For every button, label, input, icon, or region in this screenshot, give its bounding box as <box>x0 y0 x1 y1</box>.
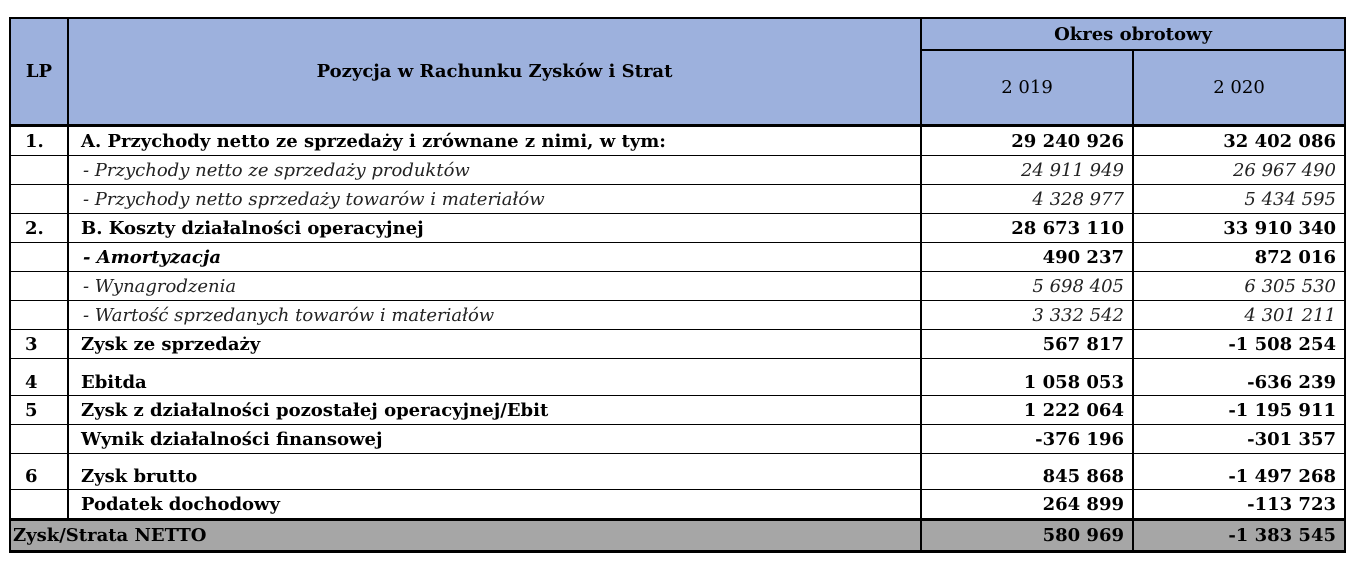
row-label: - Wartość sprzedanych towarów i materiałów <box>68 301 921 330</box>
net-result-2020: -1 383 545 <box>1133 520 1345 552</box>
row-label: Zysk brutto <box>68 454 921 490</box>
row-label: - Przychody netto ze sprzedaży produktów <box>68 156 921 185</box>
row-lp <box>10 425 68 454</box>
row-lp: 1. <box>10 126 68 156</box>
header-year-2020: 2 020 <box>1133 50 1345 126</box>
row-value-2020: 33 910 340 <box>1133 214 1345 243</box>
header-position: Pozycja w Rachunku Zysków i Strat <box>68 18 921 126</box>
row-value-2019: 567 817 <box>921 330 1133 359</box>
row-value-2020: 5 434 595 <box>1133 185 1345 214</box>
row-lp: 3 <box>10 330 68 359</box>
row-label: - Wynagrodzenia <box>68 272 921 301</box>
table-row <box>10 396 1345 425</box>
table-row <box>10 185 1345 214</box>
row-value-2019: 5 698 405 <box>921 272 1133 301</box>
row-value-2019: 845 868 <box>921 454 1133 490</box>
table-row <box>10 126 1345 156</box>
table-row <box>10 425 1345 454</box>
row-lp <box>10 490 68 520</box>
row-label: A. Przychody netto ze sprzedaży i zrównane z nimi, w tym: <box>68 126 921 156</box>
row-value-2019: 1 222 064 <box>921 396 1133 425</box>
row-value-2019: 4 328 977 <box>921 185 1133 214</box>
header-period: Okres obrotowy <box>921 18 1345 50</box>
table-row <box>10 359 1345 396</box>
table-row <box>10 214 1345 243</box>
header-lp: LP <box>10 18 68 126</box>
row-value-2019: 3 332 542 <box>921 301 1133 330</box>
row-lp <box>10 185 68 214</box>
row-value-2020: -636 239 <box>1133 359 1345 396</box>
row-label: Zysk z działalności pozostałej operacyjnej/Ebit <box>68 396 921 425</box>
row-value-2019: -376 196 <box>921 425 1133 454</box>
row-value-2019: 490 237 <box>921 243 1133 272</box>
row-lp: 5 <box>10 396 68 425</box>
row-value-2020: 872 016 <box>1133 243 1345 272</box>
row-lp: 4 <box>10 359 68 396</box>
row-lp: 6 <box>10 454 68 490</box>
row-value-2020: -113 723 <box>1133 490 1345 520</box>
row-label: Ebitda <box>68 359 921 396</box>
row-lp <box>10 272 68 301</box>
net-result-2019: 580 969 <box>921 520 1133 552</box>
row-value-2020: 4 301 211 <box>1133 301 1345 330</box>
table-row <box>10 490 1345 520</box>
net-result-label: Zysk/Strata NETTO <box>10 520 921 552</box>
row-value-2020: -301 357 <box>1133 425 1345 454</box>
row-value-2020: -1 508 254 <box>1133 330 1345 359</box>
row-value-2019: 24 911 949 <box>921 156 1133 185</box>
row-value-2020: 6 305 530 <box>1133 272 1345 301</box>
row-value-2020: 32 402 086 <box>1133 126 1345 156</box>
row-label: Podatek dochodowy <box>68 490 921 520</box>
row-label: B. Koszty działalności operacyjnej <box>68 214 921 243</box>
row-label: - Przychody netto sprzedaży towarów i materiałów <box>68 185 921 214</box>
row-label: Wynik działalności finansowej <box>68 425 921 454</box>
net-result-row <box>10 520 1345 552</box>
row-lp <box>10 301 68 330</box>
row-value-2020: 26 967 490 <box>1133 156 1345 185</box>
table-row <box>10 156 1345 185</box>
row-value-2019: 29 240 926 <box>921 126 1133 156</box>
row-label: Zysk ze sprzedaży <box>68 330 921 359</box>
header-row-top <box>10 18 1345 50</box>
row-value-2019: 1 058 053 <box>921 359 1133 396</box>
row-value-2019: 28 673 110 <box>921 214 1133 243</box>
row-value-2019: 264 899 <box>921 490 1133 520</box>
row-lp <box>10 156 68 185</box>
table-row <box>10 272 1345 301</box>
table-row <box>10 330 1345 359</box>
row-lp: 2. <box>10 214 68 243</box>
table-row <box>10 301 1345 330</box>
table-row <box>10 243 1345 272</box>
row-label: - Amortyzacja <box>68 243 921 272</box>
row-lp <box>10 243 68 272</box>
row-value-2020: -1 497 268 <box>1133 454 1345 490</box>
table-row <box>10 454 1345 490</box>
row-value-2020: -1 195 911 <box>1133 396 1345 425</box>
header-year-2019: 2 019 <box>921 50 1133 126</box>
income-statement-table <box>9 17 1346 553</box>
income-statement-table-wrapper <box>9 17 1345 553</box>
